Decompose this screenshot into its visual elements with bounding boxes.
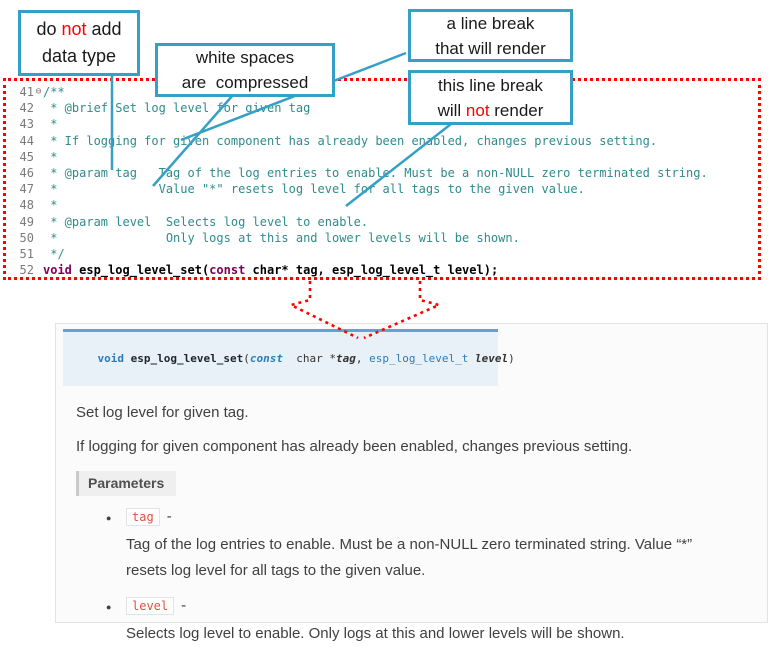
line-number: 43 (19, 117, 34, 132)
line-number: 50 (19, 230, 34, 245)
callout-no-datatype (18, 10, 140, 76)
parameter-list (106, 508, 767, 647)
line-number: 51 (19, 247, 34, 262)
code-line (12, 133, 708, 149)
detailed-description: If logging for given component has already been enabled, changes previous setting. (76, 438, 633, 455)
line-number: 42 (19, 101, 34, 116)
code-text: */ (43, 247, 65, 262)
line-number: 47 (19, 182, 34, 197)
fold-toggle-icon (34, 181, 43, 197)
parameter-separator: - (166, 508, 172, 525)
parameter-separator: - (181, 597, 187, 614)
code-line (12, 181, 708, 197)
code-text: void esp_log_level_set(const char* tag, esp_log_level_t level); (43, 263, 499, 278)
fold-toggle-icon (34, 116, 43, 132)
code-text: * (43, 198, 58, 213)
parameter-description: Selects log level to enable. Only logs at this and lower levels will be shown. (126, 625, 625, 642)
line-number: 41 (19, 85, 34, 99)
code-line (12, 149, 708, 165)
code-text: * Value "*" resets log level for all tags to the given value. (43, 182, 585, 197)
fold-toggle-icon (34, 100, 43, 116)
code-line (12, 165, 708, 181)
parameter-item (106, 597, 767, 647)
code-text: * Only logs at this and lower levels will be shown. (43, 230, 520, 245)
fold-toggle-icon[interactable]: ⊖ (35, 86, 42, 97)
code-line (12, 116, 708, 132)
parameter-description: Tag of the log entries to enable. Must be a non-NULL zero terminated string. Value “*” resets log level for all tags to the given value. (126, 536, 693, 579)
brief-description: Set log level for given tag. (76, 404, 249, 421)
code-listing (12, 84, 708, 278)
fold-toggle-icon (34, 214, 43, 230)
fold-toggle-icon (34, 197, 43, 213)
code-text: * (43, 117, 58, 132)
callout-line-break-renders (408, 9, 573, 62)
parameters-heading: Parameters (76, 471, 176, 496)
function-signature: void esp_log_level_set(const char *tag, esp_log_level_t level) (97, 352, 515, 365)
callout-text: do not add (36, 19, 122, 39)
fold-toggle-icon (34, 230, 43, 246)
code-line (12, 214, 708, 230)
callout-text: that will render (435, 38, 546, 58)
fold-toggle-icon (34, 165, 43, 181)
line-number: 44 (19, 133, 34, 148)
code-text: * If logging for given component has already been enabled, changes previous setting. (43, 133, 658, 148)
callout-text: white spaces (195, 48, 295, 67)
code-text: * @param level Selects log level to enable. (43, 214, 369, 229)
callout-text: data type (41, 46, 117, 66)
callout-whitespace-compressed (155, 43, 335, 97)
line-number: 48 (19, 198, 34, 213)
code-line (12, 246, 708, 262)
code-text: * (43, 149, 58, 164)
parameter-name-badge: tag (126, 508, 160, 526)
fold-toggle-icon (34, 133, 43, 149)
callout-text: will not render (437, 100, 544, 120)
line-number: 49 (19, 214, 34, 229)
function-signature-bar (63, 329, 515, 386)
line-number: 45 (19, 149, 34, 164)
line-number: 46 (19, 166, 34, 181)
callout-line-break-not-render (408, 70, 573, 125)
parameter-item (106, 508, 767, 584)
code-text: /** (43, 85, 65, 99)
code-line (12, 84, 708, 100)
code-text: * @brief Set log level for given tag (43, 101, 311, 116)
callout-text: a line break (446, 13, 535, 33)
fold-toggle-icon (34, 246, 43, 262)
rendered-doc-panel (55, 323, 768, 642)
code-line (12, 100, 708, 116)
fold-toggle-icon (34, 149, 43, 165)
code-line (12, 262, 708, 278)
fold-toggle-icon (34, 262, 43, 278)
parameter-name-badge: level (126, 597, 174, 615)
code-line (12, 230, 708, 246)
code-text: * @param tag Tag of the log entries to enable. Must be a non-NULL zero terminated string. (43, 166, 708, 181)
code-line (12, 197, 708, 213)
line-number: 52 (19, 263, 34, 278)
callout-text: are compressed (181, 73, 309, 92)
callout-text: this line break (438, 75, 543, 95)
